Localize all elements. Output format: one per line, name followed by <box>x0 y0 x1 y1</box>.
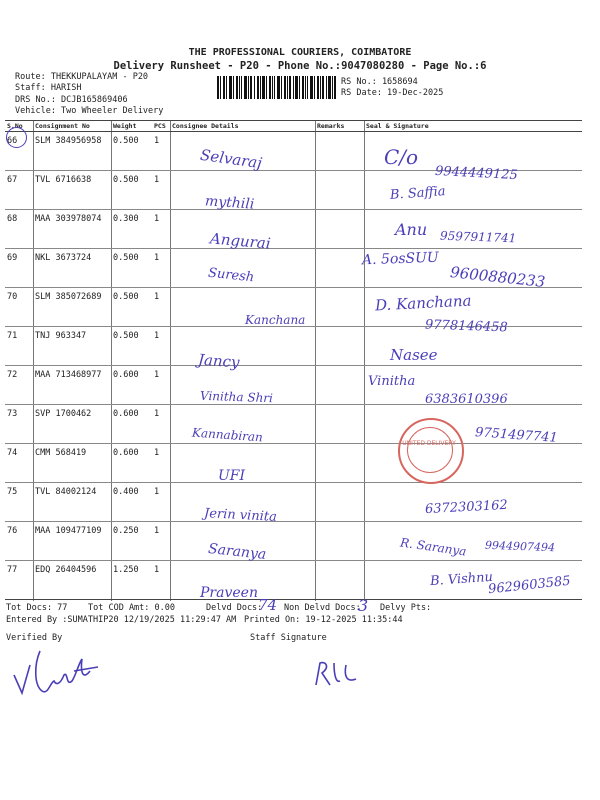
non-delivered-docs-label: Non Delvd Docs: <box>284 603 361 613</box>
handwritten-name: Praveen <box>200 585 258 601</box>
handwritten-seal: 9629603585 <box>487 573 572 598</box>
handwritten-name: Saranya <box>207 540 267 564</box>
handwritten-seal: C/o <box>384 145 419 169</box>
handwritten-name: Selvaraj <box>199 145 264 173</box>
delivered-docs-label: Delvd Docs: <box>206 603 263 613</box>
handwritten-name: Angurai <box>209 229 272 253</box>
row-remarks <box>315 522 364 561</box>
row-sno: 66 <box>5 132 33 171</box>
rs-date: RS Date: 19-Dec-2025 <box>341 88 444 98</box>
row-pcs: 1 <box>152 132 170 171</box>
row-weight: 0.600 <box>111 444 152 483</box>
handwritten-seal: D. Kanchana <box>374 291 472 315</box>
drs-label: DRS No.: DCJB165869406 <box>15 95 128 105</box>
header-seal: Seal & Signature <box>364 121 582 132</box>
handwritten-seal: 9597911741 <box>439 228 517 246</box>
handwritten-name: Suresh <box>207 265 255 286</box>
company-stamp <box>398 418 464 484</box>
row-sno: 70 <box>5 288 33 327</box>
row-sno: 68 <box>5 210 33 249</box>
handwritten-seal: 9944449125 <box>434 163 519 184</box>
row-sno: 67 <box>5 171 33 210</box>
handwritten-name: Vinitha Shri <box>199 388 274 406</box>
total-cod: Tot COD Amt: 0.00 <box>88 603 175 613</box>
handwritten-seal: 9778146458 <box>424 317 508 336</box>
row-pcs: 1 <box>152 171 170 210</box>
handwritten-seal: 9944907494 <box>484 538 556 555</box>
route-label: Route: THEKKUPALAYAM - P20 <box>15 72 149 82</box>
handwritten-seal: 9600880233 <box>449 263 547 291</box>
row-pcs: 1 <box>152 522 170 561</box>
row-pcs: 1 <box>152 483 170 522</box>
row-remarks <box>315 561 364 600</box>
row-weight: 0.500 <box>111 171 152 210</box>
handwritten-name: Kannabiran <box>191 425 264 445</box>
vehicle-label: Vehicle: Two Wheeler Delivery <box>15 106 164 116</box>
row-weight: 0.500 <box>111 249 152 288</box>
handwritten-name: mythili <box>204 193 255 213</box>
row-sno: 73 <box>5 405 33 444</box>
row-weight: 0.500 <box>111 132 152 171</box>
header-pcs: PCS <box>152 121 170 132</box>
row-remarks <box>315 249 364 288</box>
handwritten-name: UFI <box>218 468 246 484</box>
header-weight: Weight <box>111 121 152 132</box>
row-pcs: 1 <box>152 210 170 249</box>
staff-signature <box>312 655 362 695</box>
row-pcs: 1 <box>152 327 170 366</box>
row-weight: 0.600 <box>111 405 152 444</box>
row-pcs: 1 <box>152 444 170 483</box>
handwritten-seal: Anu <box>395 220 428 239</box>
row-pcs: 1 <box>152 366 170 405</box>
row-consignment: SLM 384956958 <box>33 132 111 171</box>
handwritten-seal: 6383610396 <box>425 392 508 407</box>
handwritten-seal: R. Saranya <box>399 535 468 559</box>
row-consignment: MAA 303978074 <box>33 210 111 249</box>
row-seal <box>364 444 582 483</box>
row-consignment: SVP 1700462 <box>33 405 111 444</box>
entered-by: Entered By :SUMATHIP20 12/19/2025 11:29:47 AM <box>6 615 237 625</box>
row-sno: 72 <box>5 366 33 405</box>
delivery-points-label: Delvy Pts: <box>380 603 432 613</box>
row-sno: 69 <box>5 249 33 288</box>
printed-on: Printed On: 19-12-2025 11:35:44 <box>244 615 403 625</box>
row-consignment: TVL 6716638 <box>33 171 111 210</box>
row-pcs: 1 <box>152 249 170 288</box>
row-consignment: SLM 385072689 <box>33 288 111 327</box>
handwritten-name: Jerin vinita <box>203 506 278 525</box>
handwritten-name: Kanchana <box>245 313 306 327</box>
handwritten-name: Jancy <box>197 350 241 372</box>
row-remarks <box>315 288 364 327</box>
barcode-image <box>217 76 337 99</box>
total-docs: Tot Docs: 77 <box>6 603 68 613</box>
row-sno: 71 <box>5 327 33 366</box>
runsheet-title: THE PROFESSIONAL COURIERS, COIMBATORE <box>188 47 412 58</box>
row-pcs: 1 <box>152 561 170 600</box>
row-consignment: MAA 109477109 <box>33 522 111 561</box>
table-row <box>5 132 582 171</box>
row-remarks <box>315 444 364 483</box>
row-consignee <box>170 327 315 366</box>
row-consignment: TVL 84002124 <box>33 483 111 522</box>
row-weight: 1.250 <box>111 561 152 600</box>
row-sno: 76 <box>5 522 33 561</box>
header-consignee: Consignee Details <box>170 121 315 132</box>
handwritten-seal: Vinitha <box>368 374 416 389</box>
verified-by-label: Verified By <box>6 633 63 643</box>
handwritten-seal: B. Vishnu <box>429 569 494 590</box>
row-sno: 74 <box>5 444 33 483</box>
table-row <box>5 444 582 483</box>
handwritten-seal: B. Saffia <box>389 184 447 203</box>
row-weight: 0.400 <box>111 483 152 522</box>
row-consignment: NKL 3673724 <box>33 249 111 288</box>
handwritten-non-delivered-count: 3 <box>358 596 369 615</box>
stamp-text: UNITED DELIVERY <box>402 440 456 447</box>
runsheet-subtitle: Delivery Runsheet - P20 - Phone No.:9047080280 - Page No.:6 <box>113 60 487 72</box>
header-consignment: Consignment No <box>33 121 111 132</box>
row-remarks <box>315 171 364 210</box>
row-consignment: TNJ 963347 <box>33 327 111 366</box>
row-weight: 0.600 <box>111 366 152 405</box>
row-consignment: MAA 713468977 <box>33 366 111 405</box>
handwritten-circle-mark <box>6 127 27 148</box>
verifier-signature <box>8 645 103 705</box>
row-weight: 0.500 <box>111 327 152 366</box>
handwritten-seal: 9751497741 <box>474 425 559 446</box>
row-pcs: 1 <box>152 405 170 444</box>
row-weight: 0.300 <box>111 210 152 249</box>
row-sno: 77 <box>5 561 33 600</box>
staff-label: Staff: HARISH <box>15 83 82 93</box>
row-remarks <box>315 366 364 405</box>
row-consignment: CMM 568419 <box>33 444 111 483</box>
handwritten-seal: 6372303162 <box>424 497 509 518</box>
rs-number: RS No.: 1658694 <box>341 77 418 87</box>
handwritten-seal: Nasee <box>390 346 438 364</box>
row-sno: 75 <box>5 483 33 522</box>
row-remarks <box>315 327 364 366</box>
runsheet-table <box>5 120 582 600</box>
handwritten-seal: A. 5osSUU <box>361 249 439 269</box>
row-remarks <box>315 405 364 444</box>
row-remarks <box>315 132 364 171</box>
row-weight: 0.250 <box>111 522 152 561</box>
handwritten-delivered-count: 74 <box>258 596 278 614</box>
row-remarks <box>315 210 364 249</box>
row-remarks <box>315 483 364 522</box>
staff-signature-label: Staff Signature <box>250 633 327 643</box>
row-pcs: 1 <box>152 288 170 327</box>
header-sno: S.No <box>5 121 33 132</box>
row-weight: 0.500 <box>111 288 152 327</box>
row-consignment: EDQ 26404596 <box>33 561 111 600</box>
header-remarks: Remarks <box>315 121 364 132</box>
